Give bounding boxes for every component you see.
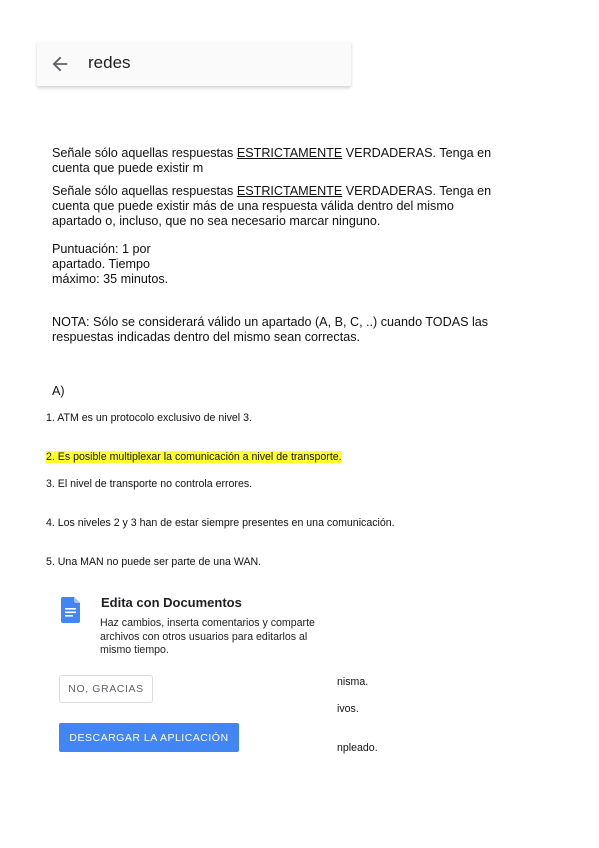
arrow-left-icon[interactable]: [49, 53, 71, 75]
list-item-highlighted: 2. Es posible multiplexar la comunicación a nivel de transporte.: [46, 451, 342, 463]
paragraph-instructions: Señale sólo aquellas respuestas ESTRICTAMENTE VERDADERAS. Tenga en cuenta que puede existir más de una respuesta válida dentro del mismo apartado o, incluso, que no sea necesario marcar ninguno.: [52, 184, 492, 228]
paragraph-score: Puntuación: 1 por apartado. Tiempo máximo: 35 minutos.: [52, 242, 169, 286]
banner-title: Edita con Documentos: [101, 595, 242, 610]
no-thanks-button[interactable]: NO, GRACIAS: [59, 675, 153, 703]
google-docs-icon: [61, 597, 80, 623]
paragraph-note: NOTA: Sólo se considerará válido un apartado (A, B, C, ..) cuando TODAS las respuestas indicadas dentro del mismo sean correctas.: [52, 315, 489, 344]
text-fragment: npleado.: [337, 742, 378, 754]
document-title: redes: [88, 53, 131, 72]
list-item: 1. ATM es un protocolo exclusivo de nivel 3.: [46, 412, 252, 424]
list-item: 4. Los niveles 2 y 3 han de estar siempre presentes en una comunicación.: [46, 517, 395, 529]
download-app-button[interactable]: DESCARGAR LA APLICACIÓN: [59, 723, 239, 752]
section-heading: A): [52, 384, 65, 398]
text-fragment: ivos.: [337, 703, 359, 715]
app-toolbar: [37, 41, 351, 86]
list-item: 3. El nivel de transporte no controla errores.: [46, 478, 253, 490]
banner-description: Haz cambios, inserta comentarios y comparte archivos con otros usuarios para editarlos al mismo tiempo.: [100, 617, 315, 656]
text-fragment: nisma.: [337, 676, 369, 688]
list-item: 5. Una MAN no puede ser parte de una WAN.: [46, 556, 262, 568]
paragraph-truncated: Señale sólo aquellas respuestas ESTRICTAMENTE VERDADERAS. Tenga en cuenta que puede existir m: [52, 146, 492, 175]
